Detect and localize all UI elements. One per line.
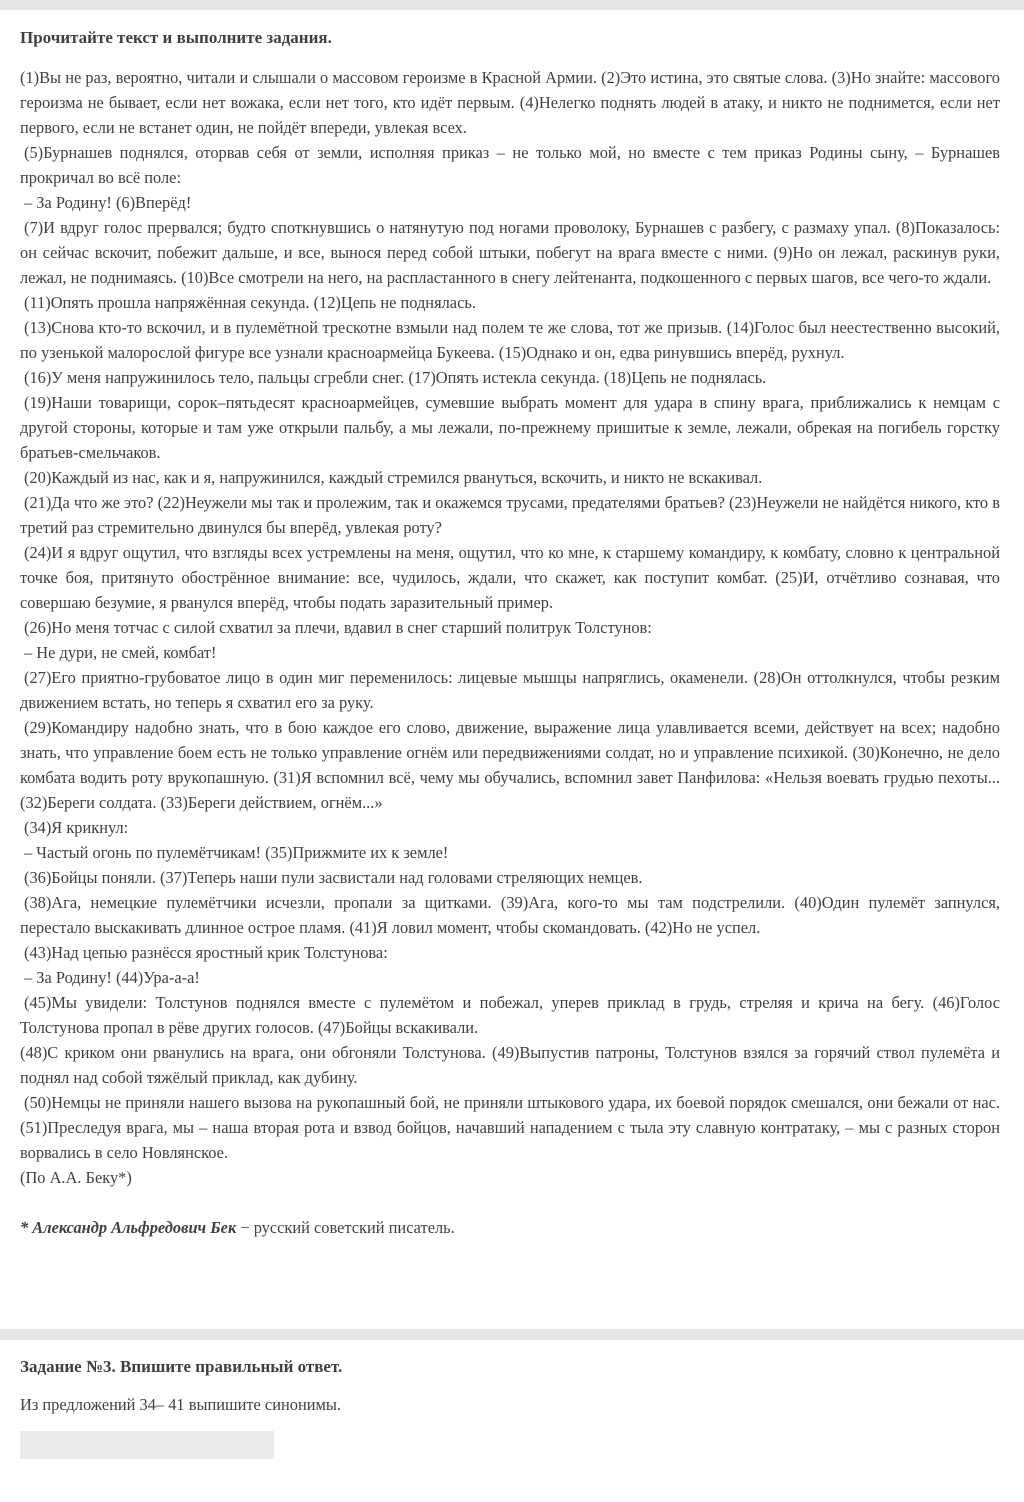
passage-paragraph: – За Родину! (44)Ура-а-а! (24, 968, 200, 987)
passage-paragraph: (20)Каждый из нас, как и я, напружинился, каждый стремился рвануться, вскочить, и никто не вскакивал. (24, 468, 763, 487)
footnote (20, 1215, 1004, 1240)
answer-input[interactable] (20, 1431, 274, 1459)
passage-paragraph: (5)Бурнашев поднялся, оторвав себя от земли, исполняя приказ – не только мой, но вместе с тем приказ Родины сыну, – Бурнашев прокричал во всё поле: (20, 143, 1000, 187)
footnote-author: * Александр Альфредович Бек (20, 1218, 237, 1237)
passage-paragraph: (34)Я крикнул: (24, 818, 129, 837)
task-card (0, 1340, 1024, 1502)
passage-paragraph: (19)Наши товарищи, сорок–пятьдесят красноармейцев, сумевшие выбрать момент для удара в спину врага, приближались к немцам с другой стороны, которые и там уже открыли пальбу, а мы лежали, по-прежнему пришитые к земле, лежали, обрекая на погибель горстку братьев-смельчаков. (20, 393, 1000, 462)
section-title: Прочитайте текст и выполните задания. (20, 28, 332, 47)
passage-paragraph: (45)Мы увидели: Толстунов поднялся вместе с пулемётом и побежал, уперев приклад в грудь, стреляя и крича на бегу. (46)Голос Толстунова пропал в рёве других голосов. (47)Бойцы вскакивали. (20, 993, 1000, 1037)
passage-paragraph: – Не дури, не смей, комбат! (24, 643, 217, 662)
passage-paragraph: (36)Бойцы поняли. (37)Теперь наши пули засвистали над головами стреляющих немцев. (24, 868, 643, 887)
task-title: Задание №3. Впишите правильный ответ. (20, 1357, 343, 1376)
passage-paragraph: (7)И вдруг голос прервался; будто споткнувшись о натянутую под ногами проволоку, Бурнашев с разбегу, с размаху упал. (8)Показалось: он сейчас вскочит, побежит дальше, и все, вынося перед собой штыки, побегут на врага вместе с ними. (9)Но он лежал, раскинув руки, лежал, не поднимаясь. (10)Все смотрели на него, на распластанного в снегу лейтенанта, подкошенного с первых шагов, все чего-то ждали. (20, 218, 1000, 287)
passage-paragraph: (50)Немцы не приняли нашего вызова на рукопашный бой, не приняли штыкового удара, их боевой порядок смешался, они бежали от нас. (51)Преследуя врага, мы – наша вторая рота и взвод бойцов, начавший нападением с тыла эту славную контратаку, – мы с разных сторон ворвались в село Новлянское. (20, 1093, 1000, 1162)
section-divider (0, 1329, 1024, 1340)
reading-card (0, 10, 1024, 1329)
passage (20, 65, 1000, 1190)
passage-paragraph: (11)Опять прошла напряжённая секунда. (12)Цепь не поднялась. (24, 293, 476, 312)
passage-paragraph: (21)Да что же это? (22)Неужели мы так и пролежим, так и окажемся трусами, предателями братьев? (23)Неужели не найдётся никого, кто в третий раз стремительно двинулся бы вперёд, увлекая роту? (20, 493, 1000, 537)
passage-paragraph: – Частый огонь по пулемётчикам! (35)Прижмите их к земле! (24, 843, 449, 862)
passage-paragraph: (16)У меня напружинилось тело, пальцы сгребли снег. (17)Опять истекла секунда. (18)Цепь не поднялась. (24, 368, 767, 387)
passage-paragraph: (27)Его приятно-грубоватое лицо в один миг переменилось: лицевые мышцы напряглись, окаменели. (28)Он оттолкнулся, чтобы резким движением встать, но теперь я схватил его за руку. (20, 668, 1000, 712)
task-prompt: Из предложений 34– 41 выпишите синонимы. (20, 1395, 341, 1414)
passage-paragraph: (48)С криком они рванулись на врага, они обгоняли Толстунова. (49)Выпустив патроны, Толстунов взялся за горячий ствол пулемёта и поднял над собой тяжёлый приклад, как дубину. (20, 1043, 1000, 1087)
passage-paragraph: (43)Над цепью разнёсся яростный крик Толстунова: (24, 943, 388, 962)
passage-paragraph: (1)Вы не раз, вероятно, читали и слышали о массовом героизме в Красной Армии. (2)Это истина, это святые слова. (3)Но знайте: массового героизма не бывает, если нет вожака, если нет того, кто идёт первым. (4)Нелегко поднять людей в атаку, и никто не поднимется, если нет первого, если не встанет один, не пойдёт впереди, увлекая всех. (20, 68, 1000, 137)
passage-paragraph: (13)Снова кто-то вскочил, и в пулемётной трескотне взмыли над полем те же слова, тот же призыв. (14)Голос был неестественно высокий, по узенькой малорослой фигуре все узнали красноармейца Букеева. (15)Однако и он, едва ринувшись вперёд, рухнул. (20, 318, 1000, 362)
passage-paragraph: (26)Но меня тотчас с силой схватил за плечи, вдавил в снег старший политрук Толстунов: (24, 618, 652, 637)
passage-paragraph: (29)Командиру надобно знать, что в бою каждое его слово, движение, выражение лица улавливается всеми, действует на всех; надобно знать, что управление боем есть не только управление огнём или передвижениями солдат, но и управление психикой. (30)Конечно, не дело комбата водить роту врукопашную. (31)Я вспомнил всё, чему мы обучались, вспомнил завет Панфилова: «Нельзя воевать грудью пехоты... (32)Береги солдата. (33)Береги действием, огнём...» (20, 718, 1000, 812)
passage-paragraph: (38)Ага, немецкие пулемётчики исчезли, пропали за щитками. (39)Ага, кого-то мы там подстрелили. (40)Один пулемёт запнулся, перестало выскакивать длинное острое пламя. (41)Я ловил момент, чтобы скомандовать. (42)Но не успел. (20, 893, 1000, 937)
passage-source: (По А.А. Беку*) (20, 1168, 132, 1187)
passage-paragraph: – За Родину! (6)Вперёд! (24, 193, 192, 212)
passage-paragraph: (24)И я вдруг ощутил, что взгляды всех устремлены на меня, ощутил, что ко мне, к старшему командиру, к комбату, словно к центральной точке боя, притянуто обострённое внимание: все, чудилось, ждали, что скажет, как поступит комбат. (25)И, отчётливо сознавая, что совершаю безумие, я рванулся вперёд, чтобы подать заразительный пример. (20, 543, 1000, 612)
footnote-text: − русский советский писатель. (236, 1218, 455, 1237)
top-separator (0, 0, 1024, 10)
